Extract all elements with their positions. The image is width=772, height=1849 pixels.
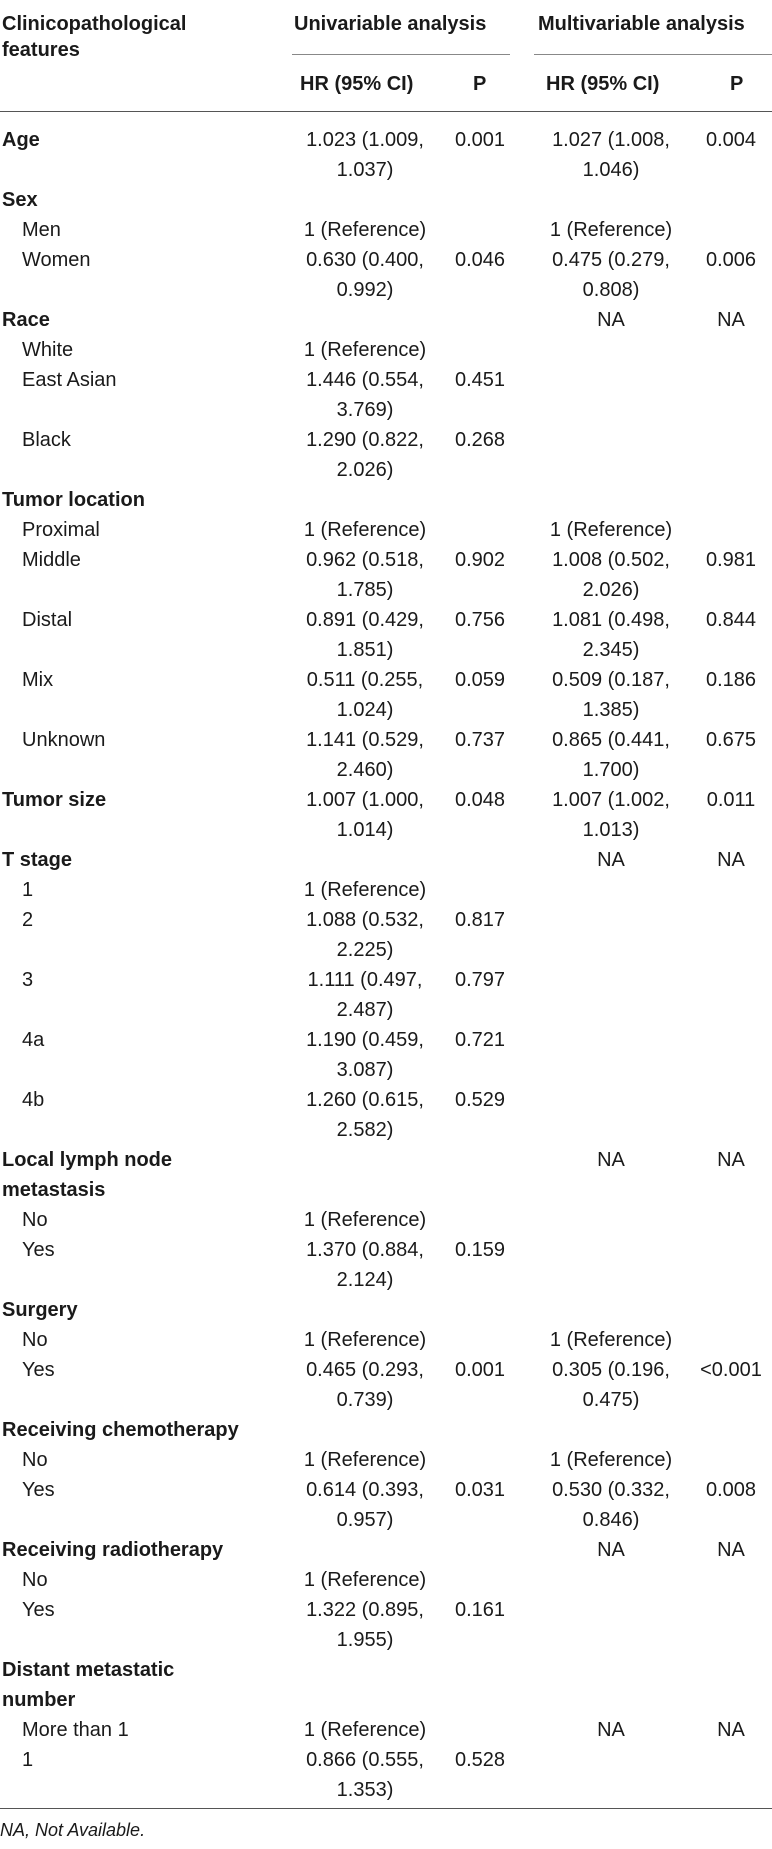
row-label: Yes <box>22 1599 55 1621</box>
univariable-p-cell: 0.001 <box>454 1359 506 1381</box>
header-univariable-p: P <box>473 73 487 95</box>
table-row <box>0 1715 772 1745</box>
univariable-hr-cell <box>295 1325 435 1355</box>
univariable-rule <box>292 54 510 55</box>
multivariable-hr-cell-line: 1.007 (1.002, <box>552 789 670 811</box>
univariable-hr-cell-line: 1.023 (1.009, <box>306 129 424 151</box>
univariable-hr-cell-line: 2.026) <box>336 459 394 481</box>
multivariable-hr-cell-line: 1.013) <box>582 819 640 841</box>
table-row <box>0 1595 772 1655</box>
univariable-hr-cell <box>295 605 435 665</box>
multivariable-hr-cell <box>541 215 681 245</box>
multivariable-hr-cell-line: 0.475) <box>582 1389 640 1411</box>
multivariable-hr-cell <box>541 305 681 335</box>
table-footnote: NA, Not Available. <box>0 1820 146 1840</box>
table-row <box>0 1205 772 1235</box>
multivariable-hr-cell <box>541 1355 681 1415</box>
univariable-hr-cell-line: 1 (Reference) <box>303 219 427 241</box>
univariable-hr-cell <box>295 725 435 785</box>
table-row <box>0 1565 772 1595</box>
univariable-p-cell: 0.161 <box>454 1599 506 1621</box>
univariable-p-cell: 0.451 <box>454 369 506 391</box>
row-label: No <box>22 1449 48 1471</box>
univariable-hr-cell-line: 1.955) <box>336 1629 394 1651</box>
univariable-hr-cell-line: 1.785) <box>336 579 394 601</box>
multivariable-hr-cell-line: NA <box>597 1539 625 1561</box>
univariable-p-cell: 0.001 <box>454 129 506 151</box>
group-label: Sex <box>2 189 38 211</box>
table-row <box>0 605 772 665</box>
table-group-row <box>0 185 772 215</box>
univariable-hr-cell-line: 0.614 (0.393, <box>306 1479 424 1501</box>
univariable-hr-cell-line: 1 (Reference) <box>303 1569 427 1591</box>
multivariable-p-cell: 0.981 <box>705 549 757 571</box>
label-line: metastasis <box>2 1179 106 1201</box>
header-features-line1: Clinicopathological <box>2 13 187 35</box>
group-label: Surgery <box>2 1299 78 1321</box>
table-row <box>0 365 772 425</box>
multivariable-hr-cell-line: 0.808) <box>582 279 640 301</box>
row-label: Yes <box>22 1479 55 1501</box>
row-label: Yes <box>22 1359 55 1381</box>
multivariable-hr-cell-line: 1 (Reference) <box>549 219 673 241</box>
table-row <box>0 425 772 485</box>
multivariable-hr-cell-line: 1 (Reference) <box>549 1329 673 1351</box>
table-row <box>0 545 772 605</box>
univariable-hr-cell <box>295 1235 435 1295</box>
table-row <box>0 245 772 305</box>
multivariable-p-cell: NA <box>717 309 745 331</box>
univariable-hr-cell-line: 2.460) <box>336 759 394 781</box>
table-row <box>0 725 772 785</box>
univariable-hr-cell-line: 1.111 (0.497, <box>307 969 423 991</box>
univariable-p-cell: 0.721 <box>454 1029 506 1051</box>
univariable-hr-cell-line: 1.141 (0.529, <box>306 729 424 751</box>
multivariable-hr-cell <box>541 785 681 845</box>
multivariable-hr-cell-line: NA <box>597 1719 625 1741</box>
multivariable-p-cell: <0.001 <box>700 1359 762 1381</box>
multivariable-p-cell: 0.008 <box>705 1479 757 1501</box>
header-multivariable-p: P <box>730 73 744 95</box>
univariable-p-cell: 0.159 <box>454 1239 506 1261</box>
group-label: Race <box>2 309 50 331</box>
multivariable-hr-cell-line: 1.385) <box>582 699 640 721</box>
univariable-p-cell: 0.737 <box>454 729 506 751</box>
univariable-hr-cell <box>295 245 435 305</box>
multivariable-hr-cell <box>541 1325 681 1355</box>
group-label: Tumor location <box>2 489 145 511</box>
row-label: More than 1 <box>22 1719 129 1741</box>
multivariable-hr-cell-line: 0.475 (0.279, <box>552 249 670 271</box>
univariable-hr-cell-line: 0.739) <box>336 1389 394 1411</box>
multivariable-hr-cell-line: 0.846) <box>582 1509 640 1531</box>
multivariable-hr-cell <box>541 1475 681 1535</box>
univariable-hr-cell <box>295 1475 435 1535</box>
univariable-p-cell: 0.268 <box>454 429 506 451</box>
multivariable-hr-cell-line: 1.027 (1.008, <box>552 129 670 151</box>
univariable-hr-cell-line: 1.851) <box>336 639 394 661</box>
row-label: 3 <box>22 969 34 991</box>
univariable-hr-cell-line: 1.322 (0.895, <box>306 1599 424 1621</box>
row-label: 1 <box>22 879 34 901</box>
row-label: Black <box>22 429 71 451</box>
univariable-hr-cell <box>295 1565 435 1595</box>
table-group-row <box>0 845 772 875</box>
multivariable-hr-cell <box>541 1715 681 1745</box>
univariable-hr-cell-line: 1.260 (0.615, <box>306 1089 424 1111</box>
univariable-hr-cell-line: 1.190 (0.459, <box>306 1029 424 1051</box>
multivariable-p-cell: NA <box>717 849 745 871</box>
table-body <box>0 125 772 1805</box>
univariable-hr-cell <box>295 1715 435 1745</box>
univariable-hr-cell <box>295 125 435 185</box>
univariable-p-cell: 0.048 <box>454 789 506 811</box>
table-group-row <box>0 1145 772 1205</box>
univariable-hr-cell-line: 1.024) <box>336 699 394 721</box>
multivariable-hr-cell-line: NA <box>597 849 625 871</box>
univariable-hr-cell-line: 0.465 (0.293, <box>306 1359 424 1381</box>
table-row <box>0 335 772 365</box>
univariable-hr-cell-line: 1.007 (1.000, <box>306 789 424 811</box>
univariable-hr-cell <box>295 905 435 965</box>
row-label: No <box>22 1569 48 1591</box>
univariable-hr-cell-line: 1 (Reference) <box>303 879 427 901</box>
univariable-hr-cell-line: 0.511 (0.255, <box>306 669 424 691</box>
univariable-hr-cell-line: 2.582) <box>336 1119 394 1141</box>
multivariable-p-cell: 0.675 <box>705 729 757 751</box>
label-line: Local lymph node <box>2 1149 173 1171</box>
univariable-hr-cell <box>295 1025 435 1085</box>
multivariable-hr-cell <box>541 1445 681 1475</box>
univariable-hr-cell-line: 1.014) <box>336 819 394 841</box>
table-row <box>0 1235 772 1295</box>
multivariable-hr-cell-line: 2.345) <box>582 639 640 661</box>
multivariable-hr-cell-line: 1.046) <box>582 159 640 181</box>
univariable-p-cell: 0.756 <box>454 609 506 631</box>
univariable-p-cell: 0.817 <box>454 909 506 931</box>
table-group-row <box>0 305 772 335</box>
header-multivariable-hr: HR (95% CI) <box>546 73 660 95</box>
multivariable-hr-cell <box>541 545 681 605</box>
univariable-hr-cell-line: 1 (Reference) <box>303 519 427 541</box>
multivariable-hr-cell-line: NA <box>597 1149 625 1171</box>
group-label: T stage <box>2 849 73 871</box>
univariable-hr-cell <box>295 1745 435 1805</box>
univariable-hr-cell-line: 1.353) <box>336 1779 394 1801</box>
group-label <box>2 1145 172 1205</box>
table-group-row <box>0 1415 772 1445</box>
multivariable-hr-cell <box>541 1145 681 1175</box>
group-label: Receiving radiotherapy <box>2 1539 224 1561</box>
multivariable-p-cell: NA <box>717 1719 745 1741</box>
multivariable-hr-cell-line: 0.305 (0.196, <box>552 1359 670 1381</box>
table-row <box>0 215 772 245</box>
multivariable-hr-cell <box>541 245 681 305</box>
label-line: Distant metastatic <box>2 1659 175 1681</box>
table-bottom-rule <box>0 1808 772 1809</box>
univariable-hr-cell-line: 1.088 (0.532, <box>306 909 424 931</box>
univariable-hr-cell <box>295 365 435 425</box>
multivariable-p-cell: 0.011 <box>706 789 756 811</box>
univariable-hr-cell-line: 0.992) <box>336 279 394 301</box>
table-row <box>0 515 772 545</box>
table-row <box>0 1325 772 1355</box>
table-row <box>0 965 772 1025</box>
row-label: East Asian <box>22 369 117 391</box>
univariable-hr-cell <box>295 1205 435 1235</box>
univariable-hr-cell-line: 0.891 (0.429, <box>306 609 424 631</box>
table-group-row <box>0 125 772 185</box>
row-label: Yes <box>22 1239 55 1261</box>
univariable-hr-cell-line: 1 (Reference) <box>303 339 427 361</box>
multivariable-hr-cell-line: 1.081 (0.498, <box>552 609 670 631</box>
multivariable-hr-cell <box>541 515 681 545</box>
univariable-hr-cell-line: 1 (Reference) <box>303 1719 427 1741</box>
row-label: Distal <box>22 609 73 631</box>
univariable-p-cell: 0.046 <box>454 249 506 271</box>
univariable-hr-cell-line: 3.087) <box>336 1059 394 1081</box>
multivariable-p-cell: 0.844 <box>705 609 757 631</box>
header-features-line2: features <box>2 39 80 61</box>
multivariable-hr-cell-line: 1 (Reference) <box>549 519 673 541</box>
univariable-hr-cell <box>295 1355 435 1415</box>
multivariable-p-cell: NA <box>717 1539 745 1561</box>
univariable-hr-cell-line: 1 (Reference) <box>303 1449 427 1471</box>
multivariable-hr-cell-line: NA <box>597 309 625 331</box>
row-label: 1 <box>22 1749 34 1771</box>
table-row <box>0 905 772 965</box>
univariable-p-cell: 0.902 <box>454 549 506 571</box>
multivariable-hr-cell-line: 1 (Reference) <box>549 1449 673 1471</box>
group-label: Age <box>2 129 40 151</box>
univariable-hr-cell-line: 1 (Reference) <box>303 1209 427 1231</box>
univariable-hr-cell <box>295 1445 435 1475</box>
multivariable-hr-cell-line: 0.865 (0.441, <box>552 729 670 751</box>
univariable-hr-cell-line: 1 (Reference) <box>303 1329 427 1351</box>
multivariable-hr-cell-line: 2.026) <box>582 579 640 601</box>
multivariable-hr-cell-line: 1.008 (0.502, <box>552 549 670 571</box>
univariable-hr-cell <box>295 545 435 605</box>
header-multivariable: Multivariable analysis <box>538 13 745 35</box>
row-label: 4a <box>22 1029 45 1051</box>
univariable-hr-cell <box>295 1085 435 1145</box>
row-label: No <box>22 1329 48 1351</box>
table-row <box>0 875 772 905</box>
univariable-p-cell: 0.528 <box>454 1749 506 1771</box>
multivariable-hr-cell <box>541 665 681 725</box>
univariable-hr-cell <box>295 335 435 365</box>
table-group-row <box>0 1655 772 1715</box>
univariable-hr-cell-line: 2.487) <box>336 999 394 1021</box>
multivariable-p-cell: NA <box>717 1149 745 1171</box>
row-label: Unknown <box>22 729 106 751</box>
header-univariable-hr: HR (95% CI) <box>300 73 414 95</box>
univariable-hr-cell-line: 1.290 (0.822, <box>306 429 424 451</box>
header-bottom-rule <box>0 111 772 112</box>
multivariable-rule <box>534 54 772 55</box>
table-row <box>0 665 772 725</box>
multivariable-hr-cell <box>541 725 681 785</box>
univariable-hr-cell <box>295 1595 435 1655</box>
multivariable-hr-cell-line: 1.700) <box>582 759 640 781</box>
row-label: Women <box>22 249 91 271</box>
multivariable-p-cell: 0.006 <box>705 249 757 271</box>
group-label <box>2 1655 174 1715</box>
multivariable-hr-cell <box>541 125 681 185</box>
table-group-row <box>0 1535 772 1565</box>
table-row <box>0 1745 772 1805</box>
univariable-hr-cell-line: 1.037) <box>336 159 394 181</box>
univariable-hr-cell-line: 2.124) <box>336 1269 394 1291</box>
univariable-hr-cell-line: 1.370 (0.884, <box>306 1239 424 1261</box>
multivariable-hr-cell <box>541 845 681 875</box>
univariable-hr-cell <box>295 425 435 485</box>
group-label: Receiving chemotherapy <box>2 1419 239 1441</box>
table-row <box>0 1025 772 1085</box>
univariable-hr-cell-line: 1.446 (0.554, <box>306 369 424 391</box>
univariable-hr-cell <box>295 875 435 905</box>
row-label: White <box>22 339 74 361</box>
multivariable-p-cell: 0.004 <box>705 129 757 151</box>
row-label: 2 <box>22 909 34 931</box>
label-line: number <box>2 1689 76 1711</box>
univariable-p-cell: 0.529 <box>454 1089 506 1111</box>
univariable-hr-cell <box>295 215 435 245</box>
multivariable-hr-cell <box>541 605 681 665</box>
univariable-p-cell: 0.059 <box>454 669 506 691</box>
row-label: Middle <box>22 549 81 571</box>
univariable-p-cell: 0.797 <box>454 969 506 991</box>
univariable-hr-cell <box>295 515 435 545</box>
row-label: Mix <box>22 669 54 691</box>
multivariable-hr-cell <box>541 1535 681 1565</box>
table-row <box>0 1085 772 1145</box>
table-group-row <box>0 785 772 845</box>
table-row <box>0 1355 772 1415</box>
row-label: Proximal <box>22 519 100 541</box>
univariable-p-cell: 0.031 <box>454 1479 506 1501</box>
univariable-hr-cell-line: 3.769) <box>336 399 394 421</box>
univariable-hr-cell-line: 0.957) <box>336 1509 394 1531</box>
multivariable-hr-cell-line: 0.530 (0.332, <box>552 1479 670 1501</box>
row-label: Men <box>22 219 61 241</box>
multivariable-p-cell: 0.186 <box>705 669 757 691</box>
table-row <box>0 1445 772 1475</box>
row-label: 4b <box>22 1089 45 1111</box>
univariable-hr-cell <box>295 965 435 1025</box>
table-group-row <box>0 1295 772 1325</box>
univariable-hr-cell-line: 0.962 (0.518, <box>306 549 424 571</box>
univariable-hr-cell-line: 2.225) <box>336 939 394 961</box>
table-row <box>0 1475 772 1535</box>
group-label: Tumor size <box>2 789 107 811</box>
univariable-hr-cell <box>295 665 435 725</box>
header-univariable: Univariable analysis <box>294 13 487 35</box>
table-group-row <box>0 485 772 515</box>
multivariable-hr-cell-line: 0.509 (0.187, <box>552 669 670 691</box>
row-label: No <box>22 1209 48 1231</box>
univariable-hr-cell <box>295 785 435 845</box>
univariable-hr-cell-line: 0.630 (0.400, <box>306 249 424 271</box>
univariable-hr-cell-line: 0.866 (0.555, <box>306 1749 424 1771</box>
